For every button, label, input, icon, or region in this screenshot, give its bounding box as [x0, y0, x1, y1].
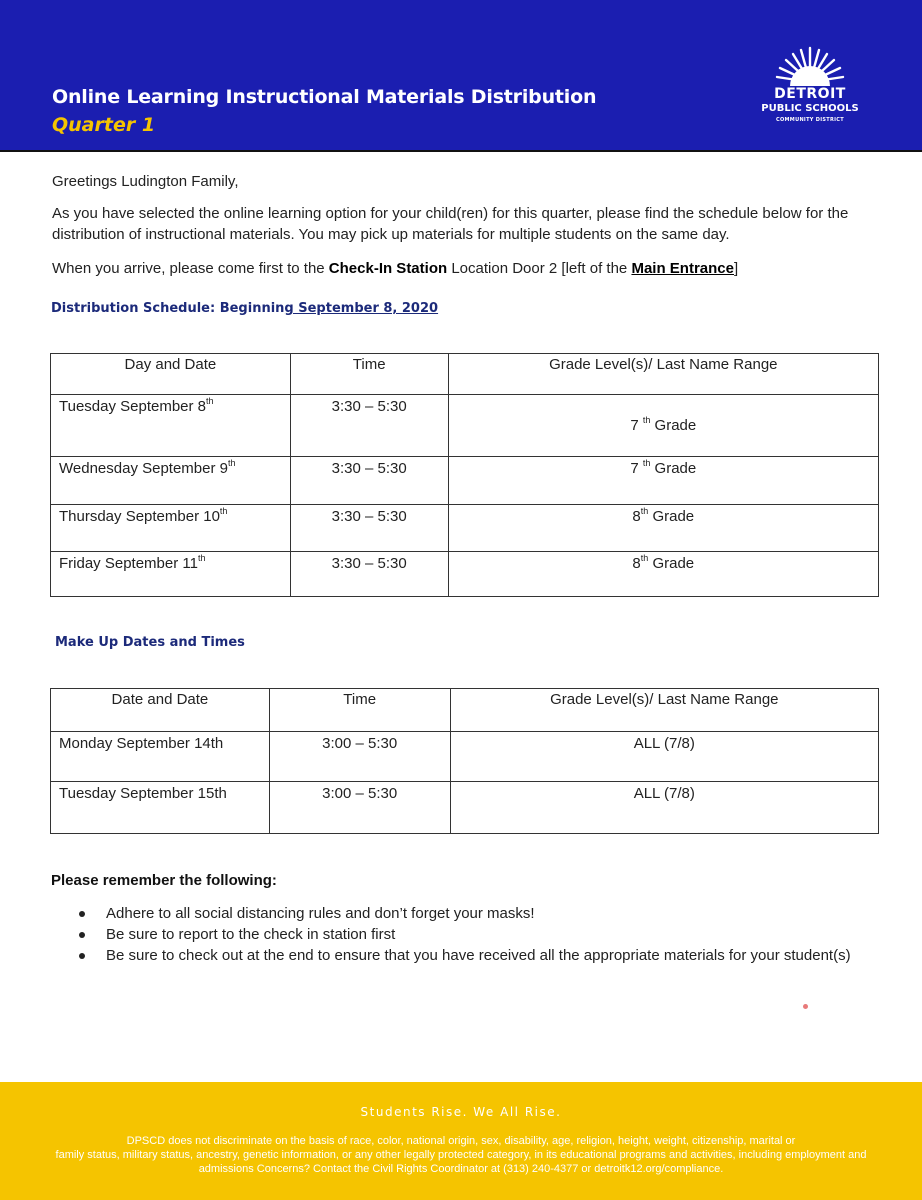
day-cell: Tuesday September 8th: [59, 396, 214, 415]
column-header: Time: [290, 354, 448, 395]
arrival-suffix: ]: [733, 260, 739, 277]
list-item: Be sure to check out at the end to ensure that you have received all the appropriate materials for your student(s): [52, 945, 852, 966]
table-row: [51, 782, 879, 834]
time-cell: 3:00 – 5:30: [322, 735, 398, 752]
day-cell: Wednesday September 9th: [59, 458, 236, 477]
day-cell: Tuesday September 15th: [59, 785, 227, 802]
stray-mark: [803, 1004, 808, 1009]
table-header-row: [51, 689, 879, 732]
makeup-schedule-table: [50, 688, 879, 834]
table-row: [51, 732, 879, 782]
reminders-list: [52, 903, 852, 966]
time-cell: 3:30 – 5:30: [331, 508, 407, 525]
column-header: Grade Level(s)/ Last Name Range: [450, 689, 878, 732]
list-item: Be sure to report to the check in station first: [52, 924, 852, 945]
page-subtitle: Quarter 1: [52, 114, 156, 136]
checkin-station: Check-In Station: [328, 260, 448, 277]
header-banner: [0, 0, 922, 152]
arrival-prefix: When you arrive, please come first to the: [52, 260, 325, 277]
intro-paragraph: As you have selected the online learning option for your child(ren) for this quarter, please find the schedule below for the distribution of instructional materials. You may pick up materials for multiple students on the same day.: [52, 205, 849, 243]
column-header: Date and Date: [51, 689, 270, 732]
day-cell: Monday September 14th: [59, 735, 224, 752]
logo-text-detroit: DETROIT: [774, 86, 846, 102]
day-cell: Friday September 11th: [59, 553, 206, 572]
distribution-heading: [51, 301, 438, 316]
day-cell: Thursday September 10th: [59, 506, 228, 525]
notice-line: admissions Concerns? Contact the Civil Rights Coordinator at (313) 240-4377 or detroitk12.org/compliance.: [198, 1163, 724, 1175]
time-cell: 3:30 – 5:30: [331, 555, 407, 572]
table-row: [51, 395, 879, 457]
logo-text-public-schools: PUBLIC SCHOOLS: [761, 103, 859, 114]
column-header: Time: [269, 689, 450, 732]
time-cell: 3:00 – 5:30: [322, 785, 398, 802]
time-cell: 3:30 – 5:30: [331, 460, 407, 477]
arrival-middle: Location Door 2 [left of the: [451, 260, 628, 277]
list-item: Adhere to all social distancing rules and don’t forget your masks!: [52, 903, 852, 924]
reminders-heading: Please remember the following:: [51, 872, 277, 889]
footer-slogan: Students Rise. We All Rise.: [360, 1105, 562, 1119]
time-cell: 3:30 – 5:30: [331, 398, 407, 415]
grade-cell: 8th Grade: [632, 553, 695, 572]
notice-line: DPSCD does not discriminate on the basis of race, color, national origin, sex, disability, age, religion, height, weight, citizenship, marital or: [126, 1135, 796, 1147]
column-header: Day and Date: [51, 354, 291, 395]
notice-line: family status, military status, ancestry, genetic information, or any other legally protected category, in its educational programs and activities, including employment and: [55, 1149, 867, 1161]
main-entrance: Main Entrance: [631, 260, 734, 277]
arrival-instructions: [52, 258, 738, 279]
nondiscrimination-notice: [8, 1134, 914, 1176]
table-row: [51, 552, 879, 597]
table-header-row: [51, 354, 879, 395]
district-logo: [752, 42, 868, 132]
table-row: [51, 505, 879, 552]
distribution-heading-date: g September 8, 2020: [284, 301, 439, 316]
sunrise-icon: [774, 42, 846, 86]
grade-cell: 7 $^{th}$ Grade: [630, 415, 697, 434]
distribution-heading-prefix: Distribution Schedule: Beginnin: [51, 301, 285, 316]
table-row: [51, 457, 879, 505]
makeup-heading: Make Up Dates and Times: [55, 635, 245, 650]
grade-cell: ALL (7/8): [633, 735, 695, 752]
page-title: Online Learning Instructional Materials Distribution: [52, 86, 597, 108]
grade-cell: ALL (7/8): [633, 785, 695, 802]
grade-cell: 7 $^{th}$ Grade: [630, 458, 697, 477]
grade-cell: 8th Grade: [632, 506, 695, 525]
footer-banner: [0, 1082, 922, 1200]
column-header: Grade Level(s)/ Last Name Range: [448, 354, 878, 395]
logo-text-community-district: COMMUNITY DISTRICT: [776, 117, 844, 123]
distribution-schedule-table: [50, 353, 879, 597]
greeting: Greetings Ludington Family,: [52, 173, 239, 190]
